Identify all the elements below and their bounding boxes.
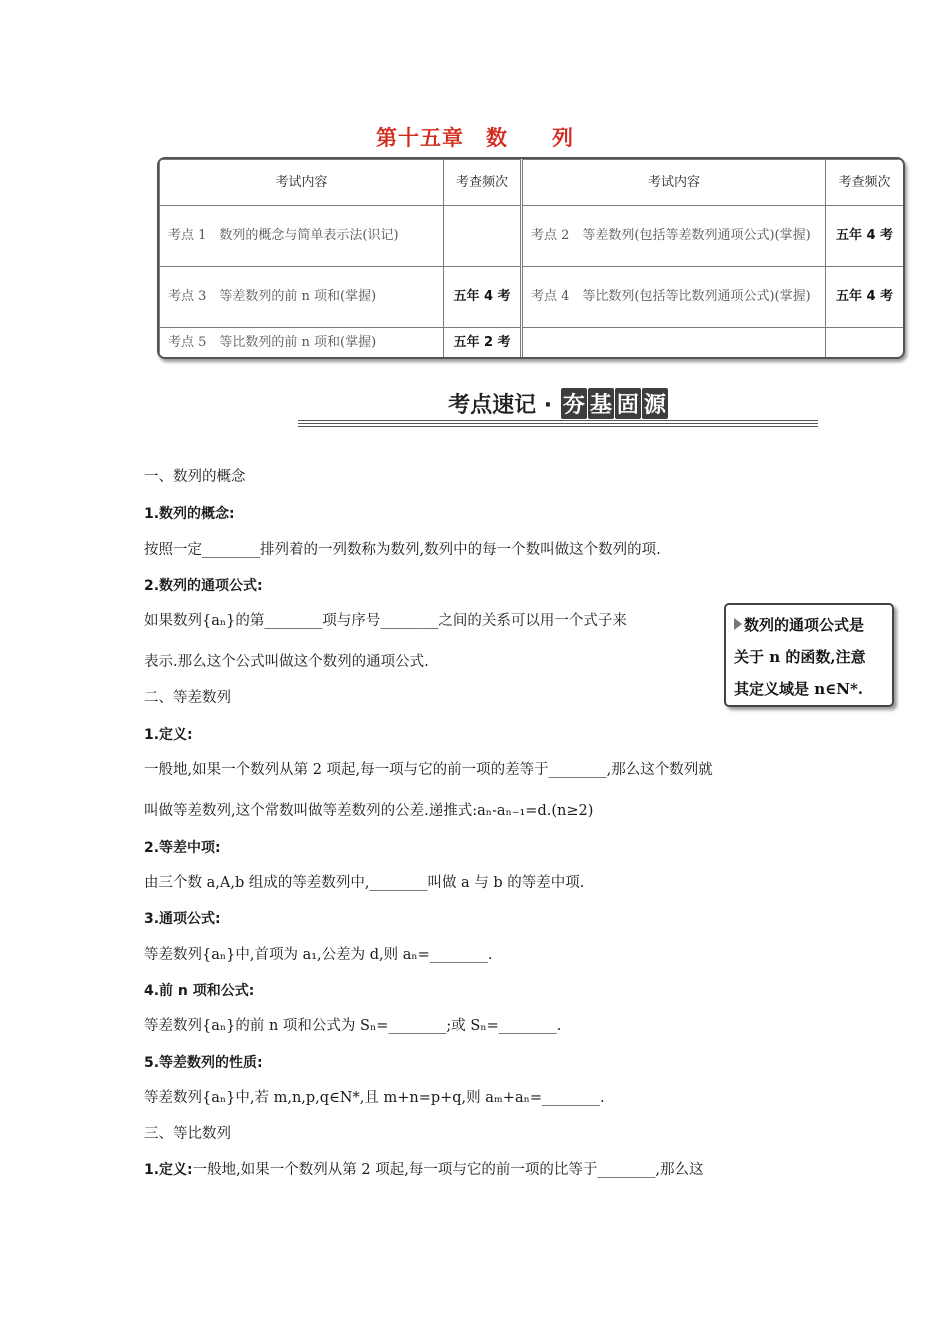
tip-line: 关于 n 的函数,注意 — [734, 648, 866, 666]
sub-heading: 1.数列的概念: — [144, 506, 235, 522]
header-content-left: 考试内容 — [160, 160, 444, 206]
arrow-icon — [734, 618, 742, 630]
sub-heading: 4.前 n 项和公式: — [144, 983, 255, 999]
sub-heading: 2.等差中项: — [144, 840, 221, 856]
sub-heading: 3.通项公式: — [144, 911, 221, 927]
table-cell: 五年 4 考 — [826, 206, 904, 267]
header-freq-left: 考查频次 — [444, 160, 522, 206]
section-heading: 三、等比数列 — [144, 1126, 231, 1142]
exam-points-table — [157, 157, 905, 359]
table-cell — [522, 328, 826, 358]
paragraph: 等差数列{aₙ}中,若 m,n,p,q∈N*,且 m+n=p+q,则 aₘ+aₙ=________. — [144, 1090, 605, 1106]
paragraph: 按照一定________排列着的一列数称为数列,数列中的每一个数叫做这个数列的项. — [144, 542, 661, 558]
table-cell — [444, 206, 522, 267]
section-heading: 一、数列的概念 — [144, 469, 246, 485]
banner-prefix: 考点速记 · — [448, 393, 560, 418]
table-cell: 考点 5 等比数列的前 n 项和(掌握) — [160, 328, 444, 358]
header-freq-right: 考查频次 — [826, 160, 904, 206]
section-heading: 二、等差数列 — [144, 690, 231, 706]
banner-char: 夯 — [561, 388, 587, 419]
banner-char: 基 — [588, 388, 614, 419]
divider — [298, 426, 818, 427]
table-cell: 考点 3 等差数列的前 n 项和(掌握) — [160, 267, 444, 328]
banner-char: 固 — [615, 388, 641, 419]
sub-heading: 1.定义: — [144, 727, 193, 743]
paragraph: 叫做等差数列,这个常数叫做等差数列的公差.递推式:aₙ-aₙ₋₁=d.(n≥2) — [144, 803, 594, 819]
paragraph — [144, 1160, 703, 1180]
table-cell: 考点 1 数列的概念与简单表示法(识记) — [160, 206, 444, 267]
paragraph: 如果数列{aₙ}的第________项与序号________之间的关系可以用一个式子来 — [144, 613, 627, 629]
paragraph: 一般地,如果一个数列从第 2 项起,每一项与它的前一项的差等于________,那么这个数列就 — [144, 762, 713, 778]
divider — [298, 420, 818, 421]
sub-heading: 2.数列的通项公式: — [144, 578, 263, 594]
paragraph: 表示.那么这个公式叫做这个数列的通项公式. — [144, 654, 429, 670]
header-content-right: 考试内容 — [522, 160, 826, 206]
table-cell: 考点 2 等差数列(包括等差数列通项公式)(掌握) — [522, 206, 826, 267]
chapter-title: 第十五章 数 列 — [376, 126, 574, 150]
divider — [298, 423, 818, 424]
table-cell: 五年 4 考 — [444, 267, 522, 328]
tip-line: 其定义域是 n∈N*. — [734, 680, 864, 698]
paragraph: 由三个数 a,A,b 组成的等差数列中,________叫做 a 与 b 的等差中项. — [144, 875, 585, 891]
table-cell: 五年 2 考 — [444, 328, 522, 358]
tip-line: 数列的通项公式是 — [744, 616, 865, 634]
table-cell: 五年 4 考 — [826, 267, 904, 328]
paragraph: 等差数列{aₙ}的前 n 项和公式为 Sₙ=________;或 Sₙ=________. — [144, 1018, 562, 1034]
section-banner — [298, 388, 818, 428]
sub-heading: 1.定义: — [144, 1162, 193, 1178]
banner-char: 源 — [642, 388, 668, 419]
table-cell — [826, 328, 904, 358]
sub-heading: 5.等差数列的性质: — [144, 1055, 263, 1071]
tip-box — [724, 603, 894, 707]
table-cell: 考点 4 等比数列(包括等比数列通项公式)(掌握) — [522, 267, 826, 328]
paragraph: 等差数列{aₙ}中,首项为 a₁,公差为 d,则 aₙ=________. — [144, 947, 493, 963]
paragraph-text: 一般地,如果一个数列从第 2 项起,每一项与它的前一项的比等于________,那么这 — [192, 1162, 704, 1178]
